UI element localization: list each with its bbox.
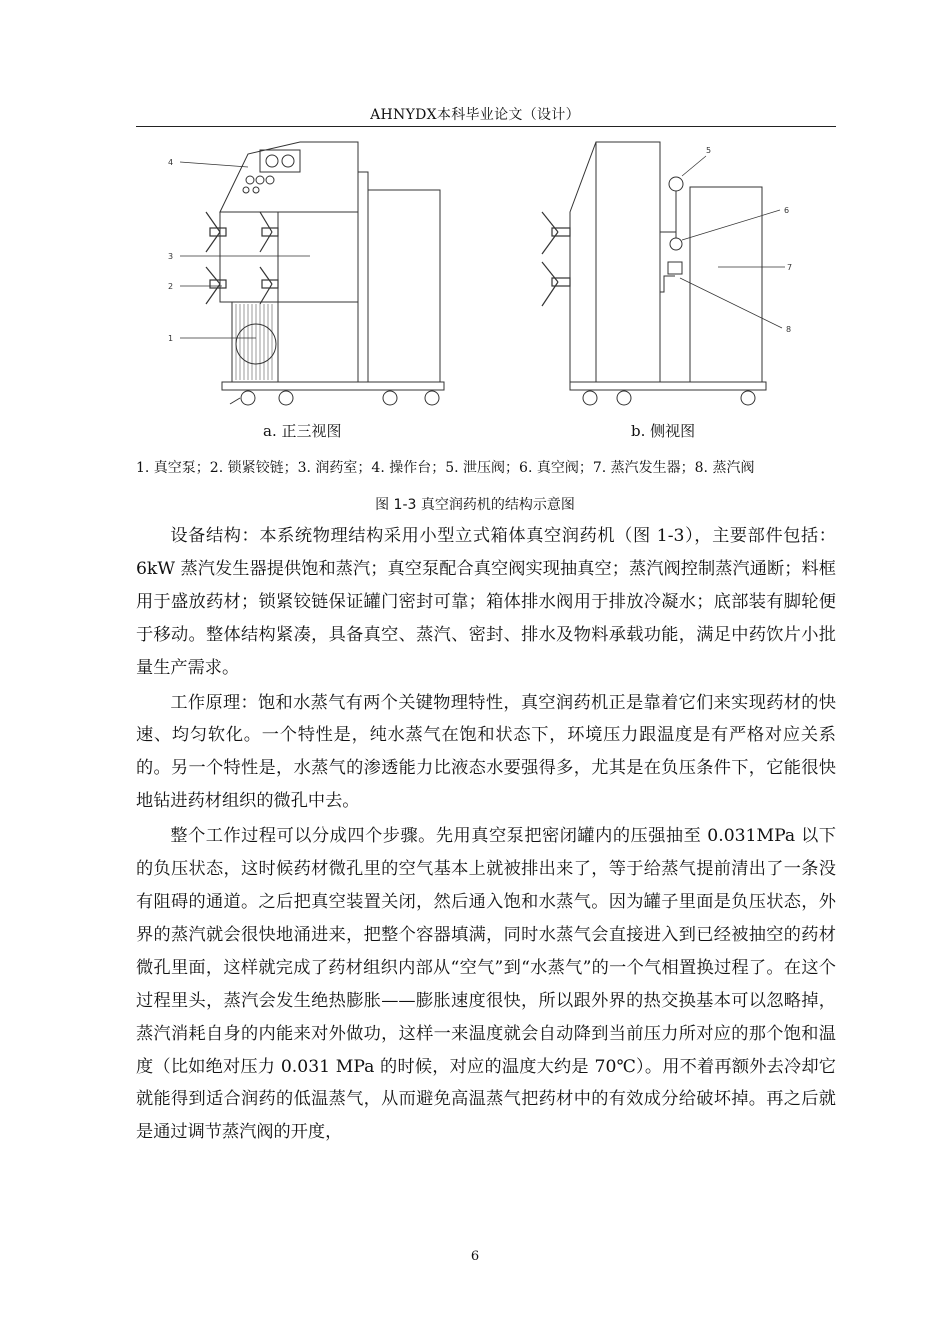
page-number: 6 — [470, 1249, 480, 1264]
running-header: AHNYDX本科毕业论文（设计） — [370, 107, 580, 123]
paragraph-process: 整个工作过程可以分成四个步骤。先用真空泵把密闭罐内的压强抽至 0.031MPa 以下的负压状态，这时候药材微孔里的空气基本上就被排出来了，等于给蒸气提前清出了一条没有阻碍的通道。之后把真空装置关闭，然后通入饱和水蒸气。因为罐子里面是负压状态，外界的蒸汽就会很快地涌进来，把整个容器填满，同时水蒸气会直接进入到已经被抽空的药材微孔里面，这样就完成了药材组织内部从“空气”到“水蒸气”的一个气相置换过程了。在这个过程里头，蒸汽会发生绝热膨胀——膨胀速度很快，所以跟外界的热交换基本可以忽略掉，蒸汽消耗自身的内能来对外做功，这样一来温度就会自动降到当前压力所对应的那个饱和温度（比如绝对压力 0.031 MPa 的时候，对应的温度大约是 70℃）。用不着再额外去冷却它就能得到适合润药的低温蒸气，从而避免高温蒸气把药材中的有效成分给破坏掉。再之后就是通过调节蒸汽阀的开度， — [136, 826, 836, 1143]
front-view-label: a. 正三视图 — [263, 422, 342, 440]
figure-legend: 1. 真空泵；2. 锁紧铰链；3. 润药室；4. 操作台；5. 泄压阀；6. 真空阀；7. 蒸汽发生器；8. 蒸汽阀 — [136, 460, 755, 476]
side-callout-8: 8 — [786, 325, 792, 334]
front-callout-1: 1 — [168, 334, 174, 343]
front-view-drawing — [160, 132, 460, 422]
front-callout-2: 2 — [168, 282, 174, 291]
body-text — [136, 520, 836, 1151]
side-callout-5: 5 — [706, 146, 712, 155]
side-callout-6: 6 — [784, 206, 790, 215]
front-callout-3: 3 — [168, 252, 174, 261]
side-callout-7: 7 — [787, 263, 793, 272]
header-rule — [136, 126, 836, 127]
figure-caption: 图 1-3 真空润药机的结构示意图 — [375, 497, 575, 513]
side-view-label: b. 侧视图 — [631, 422, 696, 440]
side-view-drawing — [530, 132, 820, 422]
paragraph-structure: 设备结构：本系统物理结构采用小型立式箱体真空润药机（图 1-3），主要部件包括：6kW 蒸汽发生器提供饱和蒸汽；真空泵配合真空阀实现抽真空；蒸汽阀控制蒸汽通断；料框用于盛放药材；锁紧铰链保证罐门密封可靠；箱体排水阀用于排放冷凝水；底部装有脚轮便于移动。整体结构紧凑，具备真空、蒸汽、密封、排水及物料承载功能，满足中药饮片小批量生产需求。 — [136, 526, 836, 678]
paragraph-principle: 工作原理：饱和水蒸气有两个关键物理特性，真空润药机正是靠着它们来实现药材的快速、均匀软化。一个特性是，纯水蒸气在饱和状态下，环境压力跟温度是有严格对应关系的。另一个特性是，水蒸气的渗透能力比液态水要强得多，尤其是在负压条件下，它能很快地钻进药材组织的微孔中去。 — [136, 692, 836, 812]
front-callout-4: 4 — [168, 158, 174, 167]
